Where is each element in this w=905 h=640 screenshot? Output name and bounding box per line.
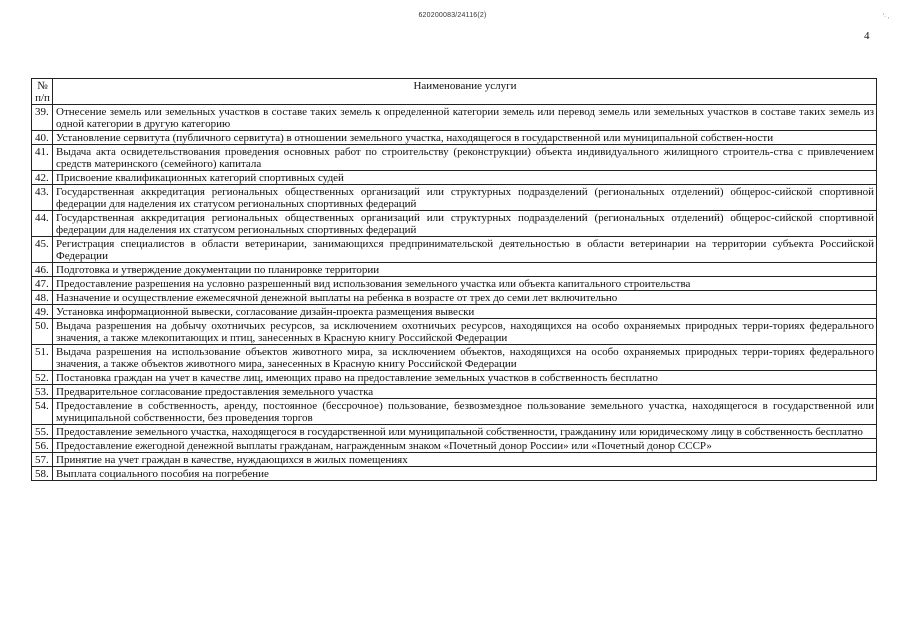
row-service-name: Регистрация специалистов в области ветеринарии, занимающихся предпринимательской деятельностью в области ветеринарии на территории субъекта Российской Федерации xyxy=(53,237,877,263)
row-service-name: Предоставление разрешения на условно разрешенный вид использования земельного участка или объекта капитального строительства xyxy=(53,277,877,291)
table-row xyxy=(32,305,877,319)
row-service-name: Назначение и осуществление ежемесячной денежной выплаты на ребенка в возрасте от трех до семи лет включительно xyxy=(53,291,877,305)
row-service-name: Установка информационной вывески, согласование дизайн-проекта размещения вывески xyxy=(53,305,877,319)
table-row xyxy=(32,399,877,425)
header-number-abbrev: п/п xyxy=(35,92,50,104)
row-number: 51. xyxy=(32,345,53,371)
header-service-name: Наименование услуги xyxy=(53,79,877,105)
row-number: 45. xyxy=(32,237,53,263)
row-number: 43. xyxy=(32,185,53,211)
services-table xyxy=(31,78,877,481)
row-service-name: Выплата социального пособия на погребение xyxy=(53,467,877,481)
table-row xyxy=(32,467,877,481)
row-number: 39. xyxy=(32,105,53,131)
row-service-name: Государственная аккредитация региональных общественных организаций или структурных подразделений (региональных отделений) общерос-сийской спортивной федерации для наделения их статусом региональных спортивных федераций xyxy=(53,211,877,237)
table-row xyxy=(32,345,877,371)
row-number: 49. xyxy=(32,305,53,319)
row-service-name: Предоставление ежегодной денежной выплаты гражданам, награжденным знаком «Почетный донор России» или «Почетный донор СССР» xyxy=(53,439,877,453)
row-service-name: Выдача акта освидетельствования проведения основных работ по строительству (реконструкции) объекта индивидуального жилищного строитель-ства с привлечением средств материнского (семейного) капитала xyxy=(53,145,877,171)
row-service-name: Принятие на учет граждан в качестве, нуждающихся в жилых помещениях xyxy=(53,453,877,467)
table-row xyxy=(32,385,877,399)
row-service-name: Отнесение земель или земельных участков в составе таких земель к определенной категории земель или перевод земель или земельных участков в составе таких земель из одной категории в другую категорию xyxy=(53,105,877,131)
row-service-name: Государственная аккредитация региональных общественных организаций или структурных подразделений (региональных отделений) общерос-сийской спортивной федерации для наделения их статусом региональных спортивных федераций xyxy=(53,185,877,211)
table-row xyxy=(32,185,877,211)
row-number: 58. xyxy=(32,467,53,481)
table-row xyxy=(32,263,877,277)
row-service-name: Выдача разрешения на добычу охотничьих ресурсов, за исключением охотничьих ресурсов, находящихся на особо охраняемых природных терри-ториях федерального значения, а также млекопитающих и птиц, занесенных в Красную книгу Российской Федерации xyxy=(53,319,877,345)
table-row xyxy=(32,425,877,439)
table-row xyxy=(32,439,877,453)
table-row xyxy=(32,319,877,345)
row-service-name: Присвоение квалификационных категорий спортивных судей xyxy=(53,171,877,185)
table-row xyxy=(32,291,877,305)
row-service-name: Предварительное согласование предоставления земельного участка xyxy=(53,385,877,399)
document-id: 620200083/24116(2) xyxy=(418,12,487,19)
row-number: 54. xyxy=(32,399,53,425)
table-row xyxy=(32,453,877,467)
table-row xyxy=(32,371,877,385)
table-row xyxy=(32,211,877,237)
row-service-name: Подготовка и утверждение документации по планировке территории xyxy=(53,263,877,277)
row-service-name: Предоставление в собственность, аренду, постоянное (бессрочное) пользование, безвозмездное пользование земельного участка, находящегося в государственной или муниципальной собственности, без проведения торгов xyxy=(53,399,877,425)
table-row xyxy=(32,237,877,263)
table-header-row xyxy=(32,79,877,105)
row-service-name: Выдача разрешения на использование объектов животного мира, за исключением объектов, находящихся на особо охраняемых природных терри-ториях федерального значения, а также объектов животного мира, занесенных в Красную книгу Российской Федерации xyxy=(53,345,877,371)
scan-artifact: '· , xyxy=(883,14,890,20)
row-number: 55. xyxy=(32,425,53,439)
table-row xyxy=(32,131,877,145)
row-number: 56. xyxy=(32,439,53,453)
row-number: 57. xyxy=(32,453,53,467)
row-number: 53. xyxy=(32,385,53,399)
row-number: 44. xyxy=(32,211,53,237)
row-number: 42. xyxy=(32,171,53,185)
row-service-name: Постановка граждан на учет в качестве лиц, имеющих право на предоставление земельных участков в собственность бесплатно xyxy=(53,371,877,385)
page-number: 4 xyxy=(864,30,870,42)
table-row xyxy=(32,105,877,131)
row-number: 46. xyxy=(32,263,53,277)
row-number: 47. xyxy=(32,277,53,291)
row-service-name: Установление сервитута (публичного сервитута) в отношении земельного участка, находящегося в государственной или муниципальной собствен-ности xyxy=(53,131,877,145)
row-number: 48. xyxy=(32,291,53,305)
table-body xyxy=(32,105,877,481)
header-number-symbol: № xyxy=(37,80,48,92)
table-row xyxy=(32,145,877,171)
row-number: 41. xyxy=(32,145,53,171)
row-number: 50. xyxy=(32,319,53,345)
row-number: 52. xyxy=(32,371,53,385)
row-service-name: Предоставление земельного участка, находящегося в государственной или муниципальной собственности, гражданину или юридическому лицу в собственность бесплатно xyxy=(53,425,877,439)
table-row xyxy=(32,277,877,291)
row-number: 40. xyxy=(32,131,53,145)
header-number xyxy=(32,79,53,105)
table-row xyxy=(32,171,877,185)
